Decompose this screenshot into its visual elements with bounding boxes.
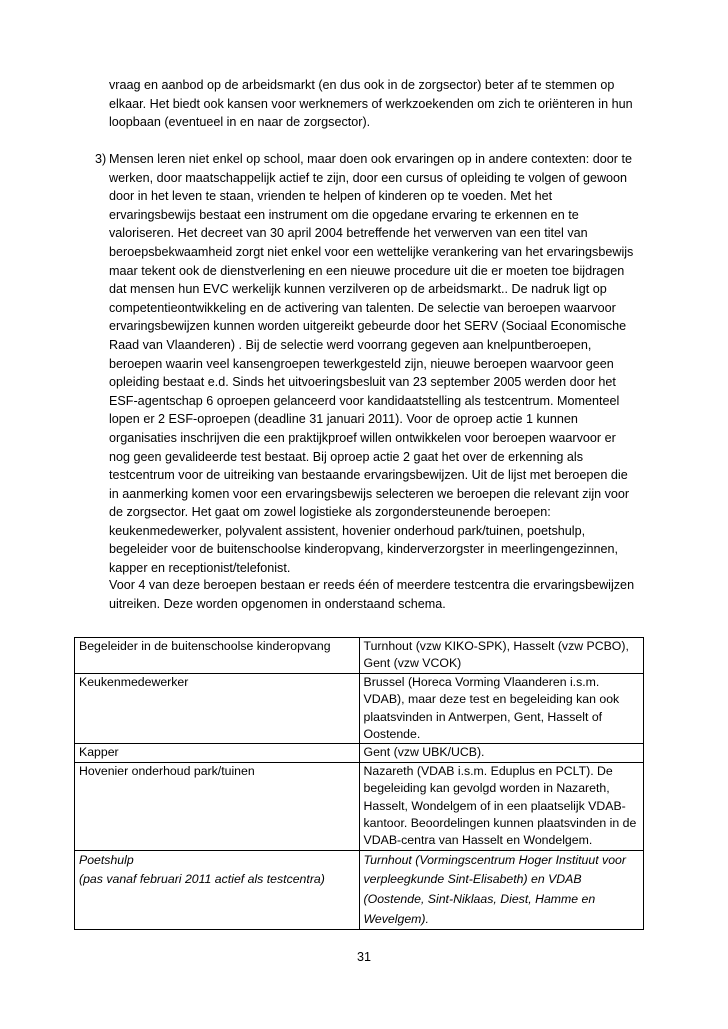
table-cell-centers: Nazareth (VDAB i.s.m. Eduplus en PCLT). De begeleiding kan gevolgd worden in Nazareth, Hasselt, Wondelgem of in een plaatselijk VDAB-kantoor. Beoordelingen kunnen plaatsvinden in de VDAB-centra van Hasselt en Wondelgem. (359, 762, 643, 850)
list-item-number: 3) (95, 152, 107, 166)
intro-paragraph: vraag en aanbod op de arbeidsmarkt (en dus ook in de zorgsector) beter af te stemmen op elkaar. Het biedt ook kansen voor werknemers of werkzoekenden om zich te oriënteren in hun loopbaan (eventueel in en naar de zorgsector). (109, 78, 633, 130)
table-cell-centers: Brussel (Horeca Vorming Vlaanderen i.s.m. VDAB), maar deze test en begeleiding kan ook plaatsvinden in Antwerpen, Gent, Hasselt of Oostende. (359, 673, 643, 744)
table-cell-profession: Begeleider in de buitenschoolse kinderopvang (75, 638, 360, 674)
profession-name: Poetshulp (79, 852, 134, 867)
table-cell-profession: Kapper (75, 744, 360, 762)
table-row (75, 850, 644, 929)
page-number: 31 (356, 950, 371, 964)
table-cell-centers: Gent (vzw UBK/UCB). (359, 744, 643, 762)
table-cell-centers: Turnhout (Vormingscentrum Hoger Instituut voor verpleegkunde Sint-Elisabeth) en VDAB (Oostende, Sint-Niklaas, Diest, Hamme en Wevelgem). (359, 850, 643, 929)
table-cell-profession: Hovenier onderhoud park/tuinen (75, 762, 360, 850)
table-row (75, 638, 644, 674)
testcenters-table (74, 637, 644, 930)
list-item-3-followup: Voor 4 van deze beroepen bestaan er reeds één of meerdere testcentra die ervaringsbewijzen uitreiken. Deze worden opgenomen in onderstaand schema. (109, 578, 635, 611)
list-item-text: Mensen leren niet enkel op school, maar doen ook ervaringen op in andere contexten: door te werken, door maatschappelijk actief te zijn, door een cursus of opleiding te volgen of gewoon door in het leven te staan, vrienden te helpen of kinderen op te voeden. Met het ervaringsbewijs bestaat een instrument om die opgedane ervaring te erkennen en te valoriseren. Het decreet van 30 april 2004 betreffende het verwerven van een titel van beroepsbekwaamheid zorgt niet enkel voor een wettelijke verankering van het ervaringsbewijs maar tekent ook de dienstverlening en een nieuwe procedure uit die er moeten toe bijdragen dat mensen hun EVC werkelijk kunnen verzilveren op de arbeidsmarkt.. De nadruk ligt op competentieontwikkeling en de activering van talenten. De selectie van beroepen waarvoor ervaringsbewijzen kunnen worden uitgereikt gebeurde door het SERV (Sociaal Economische Raad van Vlaanderen) . Bij de selectie werd voorrang gegeven aan knelpuntberoepen, beroepen waarin veel kansengroepen tewerkgesteld zijn, nieuwe beroepen waarvoor geen opleiding bestaat e.d. Sinds het uitvoeringsbesluit van 23 september 2005 werden door het ESF-agentschap 6 oproepen gelanceerd voor kandidaatstelling als testcentrum. Momenteel lopen er 2 ESF-oproepen (deadline 31 januari 2011). Voor de oproep actie 1 kunnen organisaties inschrijven die een praktijkproef willen ontwikkelen voor beroepen waarvoor er nog geen gevalideerde test bestaat. Bij oproep actie 2 gaat het over de erkenning als testcentrum voor de uitreiking van bestaande ervaringsbewijzen. Uit de lijst met beroepen die in aanmerking komen voor een ervaringsbewijs selecteren we beroepen die relevant zijn voor de zorgsector. Het gaat om zowel logistieke als zorgondersteunende beroepen: keukenmedewerker, polyvalent assistent, hovenier onderhoud park/tuinen, poetshulp, begeleider voor de buitenschoolse kinderopvang, kinderverzorgster in meerlingengezinnen, kapper en receptionist/telefonist. (109, 152, 634, 576)
profession-note: (pas vanaf februari 2011 actief als testcentra) (79, 872, 325, 887)
table-cell-centers: Turnhout (vzw KIKO-SPK), Hasselt (vzw PCBO), Gent (vzw VCOK) (359, 638, 643, 674)
table-row (75, 762, 644, 850)
table-row (75, 744, 644, 762)
table-row (75, 673, 644, 744)
table-cell-profession (75, 850, 360, 929)
table-cell-profession: Keukenmedewerker (75, 673, 360, 744)
